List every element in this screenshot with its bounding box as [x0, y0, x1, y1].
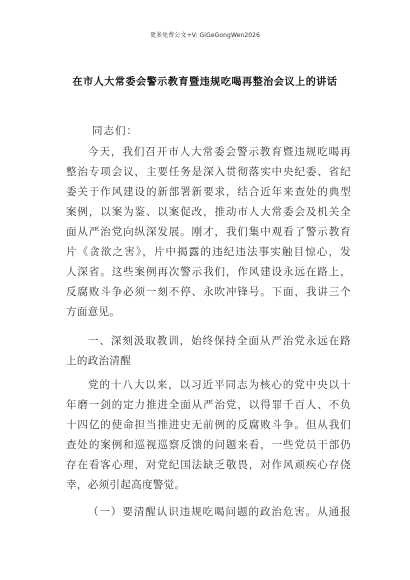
salutation: 同志们：: [92, 125, 138, 137]
paragraph-line: 案例，以案为鉴、以案促改，推动市人大常委会及机关全: [66, 206, 351, 218]
paragraph-line: 面从严治党向纵深发展。刚才，我们集中观看了警示教育: [66, 226, 351, 238]
heading-line: 一、深刻汲取教训，始终保持全面从严治党永远在路: [88, 335, 351, 347]
document-title: 在市人大常委会警示教育暨违规吃喝再整治会议上的讲话: [72, 77, 338, 88]
subheading-line: （一）要清醒认识违规吃喝问题的政治危害。从通报: [88, 506, 351, 518]
subsection-heading: [66, 502, 351, 522]
paragraph-line: 存在看客心理，对党纪国法缺乏敬畏，对作风顽疾心存侥: [66, 459, 351, 471]
paragraph-line: 党的十八大以来，以习近平同志为核心的党中央以十: [88, 379, 351, 391]
heading-line: 上的政治清醒: [66, 355, 132, 367]
paragraph-line: 幸，必须引起高度警觉。: [66, 479, 186, 491]
paragraph-line: 反腐败斗争必须一刻不停、永吹冲锋号。下面，我讲三个: [66, 286, 351, 298]
paragraph-line: 片《贪欲之害》，片中揭露的违纪违法事实触目惊心，发: [66, 246, 351, 258]
paragraph-line: 人深省。这些案例再次警示我们，作风建设永远在路上，: [66, 266, 351, 278]
header-watermark: 更多免费公文+V: GiGeGongWen2026: [149, 32, 260, 39]
paragraph-line: 整治专项会议，主要任务是深入贯彻落实中央纪委、省纪: [66, 166, 351, 178]
paragraph-line: 今天，我们召开市人大常委会警示教育暨违规吃喝再: [88, 146, 351, 158]
paragraph-line: 查处的案例和巡视巡察反馈的问题来看，一些党员干部仍: [66, 439, 351, 451]
paragraph-line: 十四亿的使命担当推进史无前例的反腐败斗争。但从我们: [66, 419, 351, 431]
section-heading-one: [66, 331, 351, 371]
paragraph-line: 方面意见。: [66, 306, 121, 318]
paragraph-line: 委关于作风建设的新部署新要求，结合近年来查处的典型: [66, 186, 351, 198]
paragraph-opening: [66, 142, 351, 322]
paragraph-line: 年磨一剑的定力推进全面从严治党，以得罪千百人、不负: [66, 399, 351, 411]
paragraph-body: [66, 375, 351, 495]
